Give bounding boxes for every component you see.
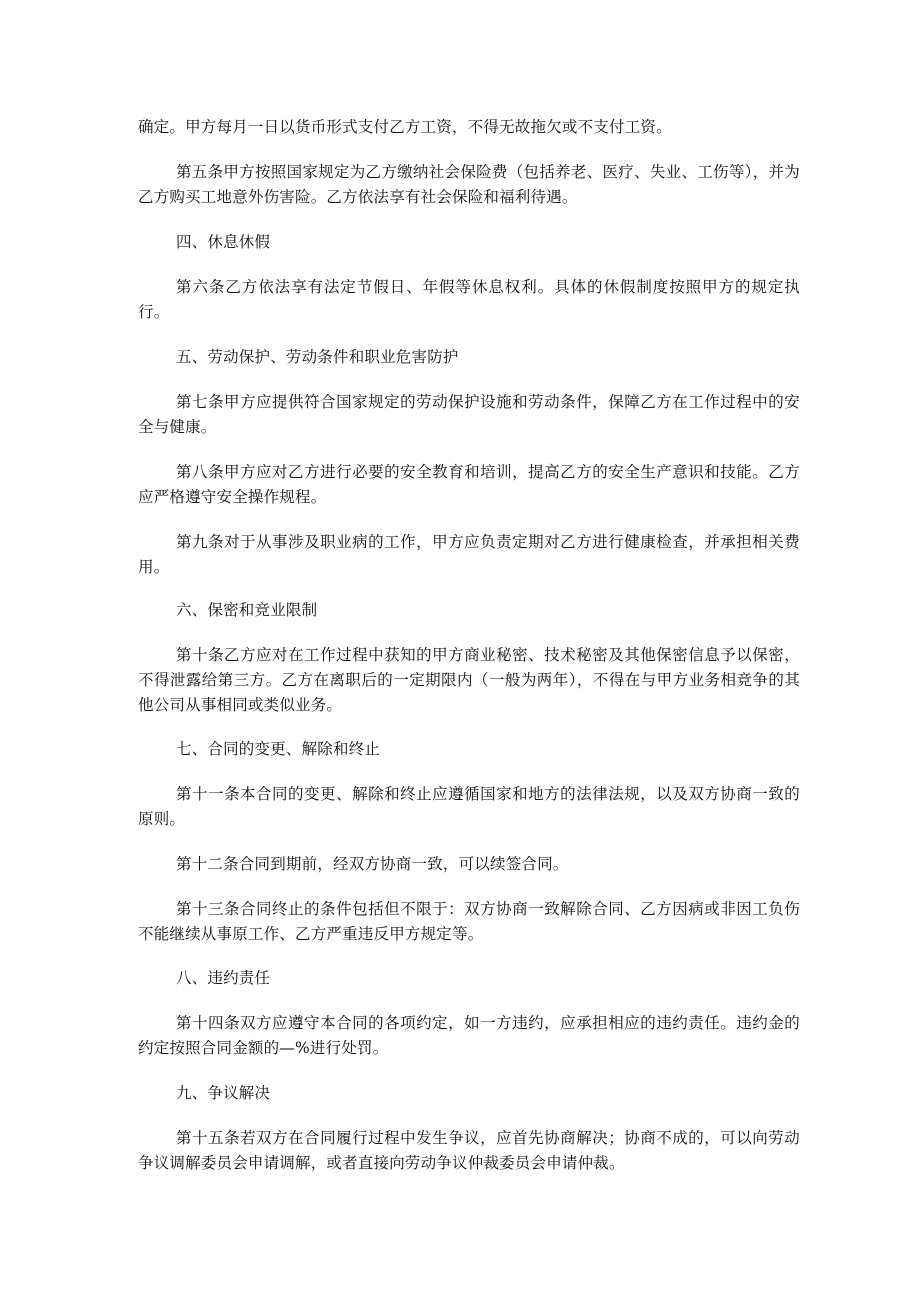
paragraph-article-15: 第十五条若双方在合同履行过程中发生争议，应首先协商解决；协商不成的，可以向劳动争议调解委员会申请调解，或者直接向劳动争议仲裁委员会申请仲裁。 (138, 1129, 800, 1172)
paragraph-article-8: 第八条甲方应对乙方进行必要的安全教育和培训，提高乙方的安全生产意识和技能。乙方应严格遵守安全操作规程。 (138, 463, 800, 506)
paragraph-salary-payment: 确定。甲方每月一日以货币形式支付乙方工资，不得无故拖欠或不支付工资。 (138, 118, 672, 136)
section-heading-8: 八、违约责任 (176, 969, 271, 987)
section-heading-9: 九、争议解决 (176, 1084, 271, 1102)
paragraph-article-6: 第六条乙方依法享有法定节假日、年假等休息权利。具体的休假制度按照甲方的规定执行。 (138, 278, 800, 321)
paragraph-article-7: 第七条甲方应提供符合国家规定的劳动保护设施和劳动条件，保障乙方在工作过程中的安全与健康。 (138, 393, 800, 436)
paragraph-article-11: 第十一条本合同的变更、解除和终止应遵循国家和地方的法律法规，以及双方协商一致的原则。 (138, 785, 800, 828)
section-heading-7: 七、合同的变更、解除和终止 (176, 740, 381, 758)
paragraph-article-12: 第十二条合同到期前，经双方协商一致，可以续签合同。 (176, 855, 569, 873)
section-heading-5: 五、劳动保护、劳动条件和职业危害防护 (176, 348, 459, 366)
section-heading-6: 六、保密和竞业限制 (176, 601, 318, 619)
paragraph-article-10: 第十条乙方应对在工作过程中获知的甲方商业秘密、技术秘密及其他保密信息予以保密，不得泄露给第三方。乙方在离职后的一定期限内（一般为两年），不得在与甲方业务相竞争的其他公司从事相同或类似业务。 (138, 646, 800, 714)
section-heading-4: 四、休息休假 (176, 233, 271, 251)
paragraph-article-5: 第五条甲方按照国家规定为乙方缴纳社会保险费（包括养老、医疗、失业、工伤等），并为乙方购买工地意外伤害险。乙方依法享有社会保险和福利待遇。 (138, 163, 800, 206)
paragraph-article-13: 第十三条合同终止的条件包括但不限于：双方协商一致解除合同、乙方因病或非因工负伤不能继续从事原工作、乙方严重违反甲方规定等。 (138, 900, 800, 943)
paragraph-article-9: 第九条对于从事涉及职业病的工作，甲方应负责定期对乙方进行健康检查，并承担相关费用。 (138, 533, 800, 576)
paragraph-article-14: 第十四条双方应遵守本合同的各项约定，如一方违约，应承担相应的违约责任。违约金的约定按照合同金额的—%进行处罚。 (138, 1014, 800, 1057)
